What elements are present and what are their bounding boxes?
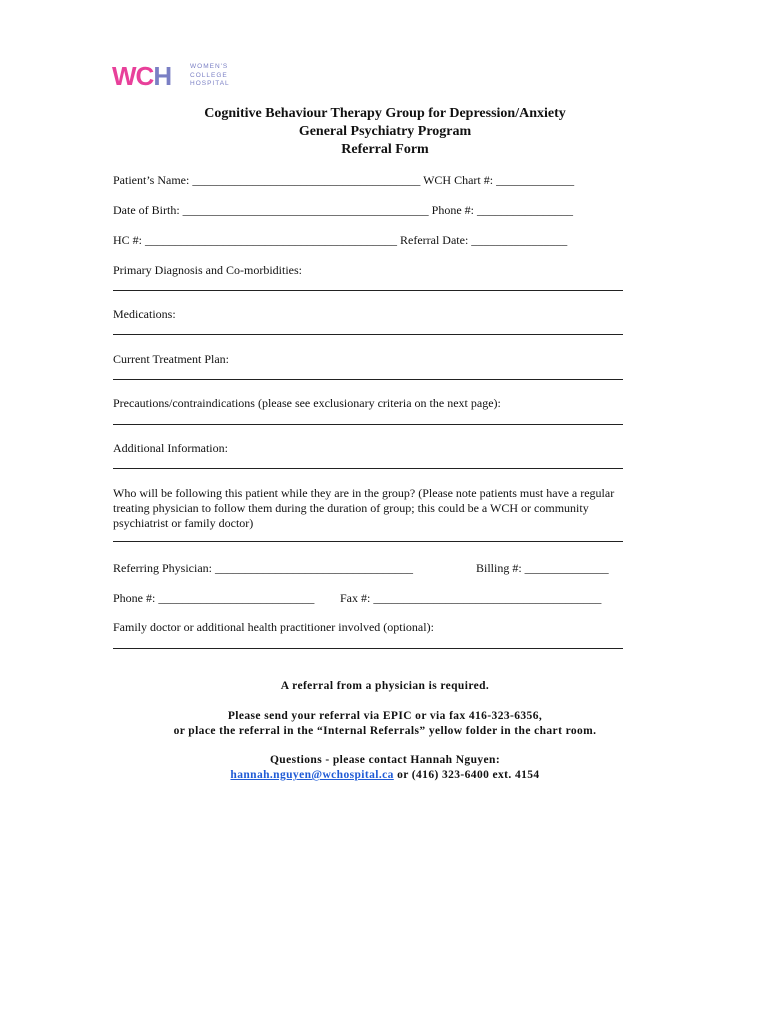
wch-logo <box>112 60 232 92</box>
contact-line <box>0 769 770 781</box>
date-of-birth-field[interactable]: Date of Birth: _________________________________________ Phone #: ________________ <box>113 203 573 217</box>
referral-required-note: A referral from a physician is required. <box>280 680 490 692</box>
treatment-plan-label: Current Treatment Plan: <box>113 352 229 366</box>
following-physician-question: Who will be following this patient while they are in the group? (Please note patients must have a regular treating physician to follow them during the duration of group; this could be a WCH or community psychiatrist or family doctor) <box>113 486 615 530</box>
fax-field[interactable]: Fax #: ______________________________________ <box>340 591 602 605</box>
precautions-label: Precautions/contraindications (please see exclusionary criteria on the next page): <box>113 396 501 410</box>
logo-letters: WCH <box>112 61 172 91</box>
primary-diagnosis-line[interactable] <box>113 290 623 291</box>
primary-diagnosis-label: Primary Diagnosis and Co-morbidities: <box>113 263 302 277</box>
referring-physician-field[interactable]: Referring Physician: _________________________________ <box>113 561 413 575</box>
precautions-line[interactable] <box>113 424 623 425</box>
additional-info-label: Additional Information: <box>113 441 228 455</box>
billing-number-field[interactable]: Billing #: ______________ <box>476 561 609 575</box>
phone-field[interactable]: Phone #: __________________________ <box>113 591 315 605</box>
patient-name-field[interactable]: Patient’s Name: ______________________________________ WCH Chart #: _____________ <box>113 173 575 187</box>
family-doctor-label: Family doctor or additional health practitioner involved (optional): <box>113 620 434 634</box>
additional-info-line[interactable] <box>113 468 623 469</box>
family-doctor-line[interactable] <box>113 648 623 649</box>
questions-contact: Questions - please contact Hannah Nguyen: <box>269 754 501 766</box>
following-physician-line[interactable] <box>113 541 623 542</box>
form-title: Cognitive Behaviour Therapy Group for Depression/Anxiety <box>204 106 566 121</box>
hc-number-field[interactable]: HC #: __________________________________________ Referral Date: ________________ <box>113 233 568 247</box>
send-instructions-line1: Please send your referral via EPIC or via fax 416-323-6356, <box>227 710 543 722</box>
contact-phone: or (416) 323-6400 ext. 4154 <box>393 769 540 781</box>
treatment-plan-line[interactable] <box>113 379 623 380</box>
logo-subtitle: WOMEN'S COLLEGE HOSPITAL <box>190 63 230 87</box>
program-title: General Psychiatry Program <box>298 124 472 139</box>
send-instructions-line2: or place the referral in the “Internal Referrals” yellow folder in the chart room. <box>173 725 597 737</box>
medications-label: Medications: <box>113 307 176 321</box>
email-link[interactable]: hannah.nguyen@wchospital.ca <box>230 769 394 781</box>
medications-line[interactable] <box>113 334 623 335</box>
form-subtitle: Referral Form <box>341 142 429 157</box>
